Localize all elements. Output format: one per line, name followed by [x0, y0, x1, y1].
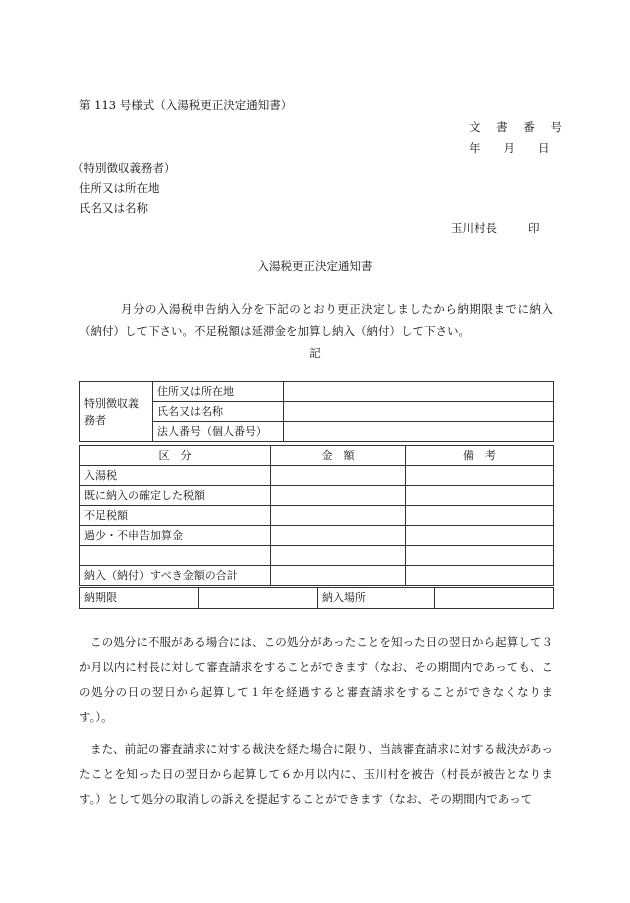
- remarks-cell[interactable]: [406, 486, 554, 506]
- name-label: 氏名又は名称: [79, 201, 148, 215]
- remarks-cell[interactable]: [406, 506, 554, 526]
- collector-row-label: 法人番号（個人番号）: [153, 422, 284, 442]
- date-line: 年 月 日: [469, 141, 550, 155]
- header-category: 区 分: [80, 446, 271, 466]
- amount-cell[interactable]: [271, 566, 406, 586]
- table-row: [80, 566, 554, 586]
- collector-row-label: 氏名又は名称: [153, 402, 284, 422]
- table-row: [80, 466, 554, 486]
- due-table: [79, 587, 554, 609]
- due-date-value[interactable]: [199, 588, 318, 609]
- ki-mark: 記: [309, 346, 321, 360]
- remarks-cell[interactable]: [406, 566, 554, 586]
- row-label: 過少・不申告加算金: [80, 526, 271, 546]
- remarks-cell[interactable]: [406, 526, 554, 546]
- notice-paragraph-1: この処分に不服がある場合には、この処分があったことを知った日の翌日から起算して３か月以内に村長に対して審査請求をすることができます（なお、その期間内であっても、この処分の日の翌日から起算して１年を経過すると審査請求をすることができなくなります。）。: [79, 635, 553, 724]
- header-amount: 金 額: [271, 446, 406, 466]
- table-row: [80, 526, 554, 546]
- intro-paragraph: 月分の入湯税申告納入分を下記のとおり更正決定しましたから納期限までに納入（納付）して下さい。不足税額は延滞金を加算し納入（納付）して下さい。: [79, 302, 553, 338]
- collector-row-value[interactable]: [284, 402, 554, 422]
- collector-table: [79, 381, 554, 442]
- row-label: 不足税額: [80, 506, 271, 526]
- row-label: 入湯税: [80, 466, 271, 486]
- address-label: 住所又は所在地: [79, 181, 160, 195]
- table-row: [80, 506, 554, 526]
- collector-row-value[interactable]: [284, 382, 554, 402]
- row-label: [80, 546, 271, 566]
- document-number-label: 文 書 番 号: [469, 120, 568, 134]
- seal-mark: 印: [528, 221, 540, 235]
- due-date-label: 納期限: [80, 588, 199, 609]
- collector-row-label: 住所又は所在地: [153, 382, 284, 402]
- payment-place-label: 納入場所: [318, 588, 435, 609]
- row-label: 既に納入の確定した税額: [80, 486, 271, 506]
- amount-cell[interactable]: [271, 466, 406, 486]
- header-remarks: 備 考: [406, 446, 554, 466]
- collector-group-label: 特別徴収義務者: [80, 382, 153, 442]
- notice-paragraph-2: また、前記の審査請求に対する裁決を経た場合に限り、当該審査請求に対する裁決があったことを知った日の翌日から起算して６か月以内に、玉川村を被告（村長が被告となります。）として処分の取消しの訴えを提起することができます（なお、その期間内であって: [79, 742, 553, 806]
- amount-cell[interactable]: [271, 506, 406, 526]
- remarks-cell[interactable]: [406, 546, 554, 566]
- amount-cell[interactable]: [271, 546, 406, 566]
- table-row: [80, 486, 554, 506]
- recipient-label: （特別徴収義務者）: [72, 161, 176, 175]
- row-label: 納入（納付）すべき金額の合計: [80, 566, 271, 586]
- amount-table: [79, 445, 554, 586]
- table-row: [80, 546, 554, 566]
- issuer-name: 玉川村長: [451, 221, 497, 235]
- payment-place-value[interactable]: [435, 588, 554, 609]
- document-title: 入湯税更正決定通知書: [257, 259, 373, 273]
- amount-cell[interactable]: [271, 486, 406, 506]
- collector-row-value[interactable]: [284, 422, 554, 442]
- remarks-cell[interactable]: [406, 466, 554, 486]
- form-number: 第 113 号様式（入湯税更正決定通知書）: [79, 98, 293, 112]
- amount-cell[interactable]: [271, 526, 406, 546]
